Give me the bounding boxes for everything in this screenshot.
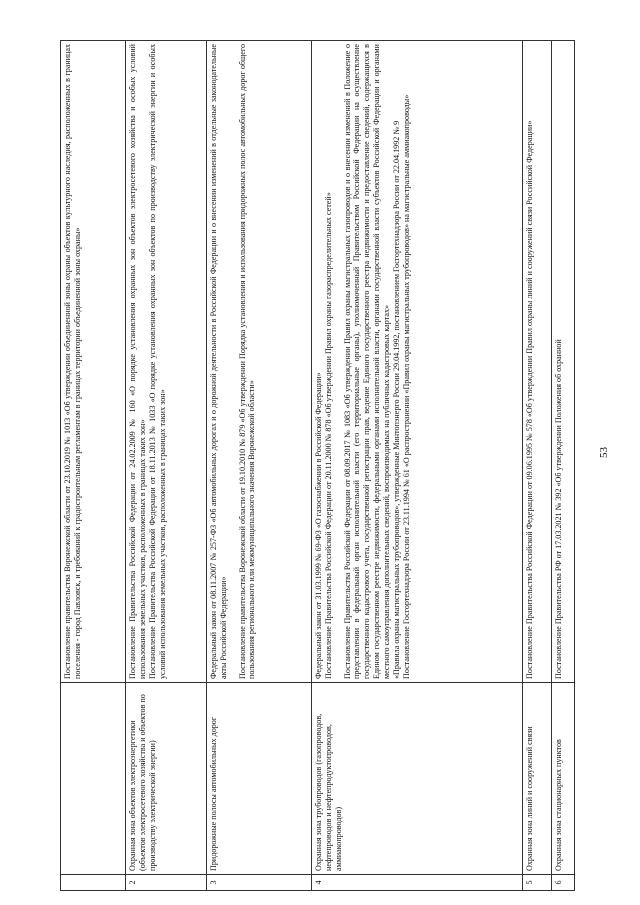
zone-name: Охранная зона линий и сооружений связи (523, 683, 551, 875)
table-row (61, 41, 126, 891)
row-number: 3 (206, 875, 311, 891)
legal-documents (61, 41, 126, 683)
table-row (126, 41, 206, 891)
legal-document: Постановление Госгортехнадзора России от 23.11.1994 № 61 «О распространении «Правил охраны магистральных трубопроводов» на магистральные аммиакопроводы» (401, 94, 411, 679)
zone-name: Охранная зона стационарных пунктов (551, 683, 575, 875)
zone-name: Придорожные полосы автомобильных дорог (206, 683, 311, 875)
legal-document: Постановление Правительства Российской Федерации от 20.11.2000 № 878 «Об утверждении Правил охраны газораспределительных сетей» (323, 192, 333, 679)
table-row (206, 41, 311, 891)
zones-regulation-table (60, 40, 575, 891)
legal-documents (206, 41, 311, 683)
legal-documents (523, 41, 551, 683)
legal-document: Постановление Правительства Российской Федерации от 18.11.2013 № 1033 «О порядке установления охранных зон объектов по производству электрической энергии и особых условий использования земельных участков, расположенных в границах таких зон» (148, 44, 168, 679)
row-number (61, 875, 126, 891)
legal-documents (311, 41, 522, 683)
zone-name: Охранная зона объектов электроэнергетики (объектов электросетевого хозяйства и объектов по производству электрической энергии) (126, 683, 206, 875)
legal-document: Постановление Правительства Российской Федерации от 24.02.2009 № 160 «О порядке установления охранных зон объектов электросетевого хозяйства и особых условий использования земельных участков, расположенных в границах таких зон» (128, 44, 148, 679)
legal-document: Федеральный закон от 31.03.1999 № 69-ФЗ «О газоснабжении в Российской Федерации» (313, 372, 323, 679)
legal-document: Постановление Правительства Российской Федерации от 08.09.2017 № 1083 «Об утверждении Правил охраны магистральных газопроводов и о внесении изменений в Положение о представлении в федеральный орган исполнительной власти (его территориальные органы), уполномоченный Правительством Российской Федерации на осуществление государственного кадастрового учета, государственной регистрации прав, ведение Единого государственного реестра недвижимости и предоставление сведений, содержащихся в Едином государственном реестре недвижимости, федеральными органами исполнительной власти, органами государственной власти субъектов Российской Федерации и органами местного самоуправления дополнительных сведений, воспроизводимых на публичных кадастровых картах» (342, 44, 391, 679)
legal-document: Постановление правительства Воронежской области от 19.10.2010 № 879 «Об утверждении Порядка установления и использования придорожных полос автомобильных дорог общего пользования регионального или межмуниципального значения Воронежской области» (237, 44, 257, 679)
legal-document: «Правила охраны магистральных трубопроводов», утвержденные Минтопэнерго России 29.04.1992, постановлением Госгортехнадзора России от 22.04.1992 № 9 (391, 120, 401, 679)
row-number: 4 (311, 875, 522, 891)
legal-document: Постановление правительства Воронежской области от 23.10.2019 № 1013 «Об утверждении объединенной зоны охраны объектов культурного наследия, расположенных в границах поселения - город Павловск, и требований к градостроительным регламентам в границах территории объединенной зоны охраны» (63, 44, 82, 679)
table-row (523, 41, 551, 891)
table-row (311, 41, 522, 891)
zone-name: Охранная зона трубопроводов (газопроводов, нефтепроводов и нефтепродуктопроводов, аммиакопроводов) (311, 683, 522, 875)
row-number: 5 (523, 875, 551, 891)
page-number: 53 (598, 447, 610, 458)
legal-document: Постановление Правительства РФ от 17.03.2021 № 392 «Об утверждении Положения об охранной (553, 339, 563, 679)
legal-documents (551, 41, 575, 683)
legal-document: Федеральный закон от 08.11.2007 № 257-ФЗ «Об автомобильных дорогах и о дорожной деятельности в Российской Федерации и о внесении изменений в отдельные законодательные акты Российской Федерации» (208, 44, 228, 679)
legal-document: Постановление Правительства Российской Федерации от 09.06.1995 № 578 «Об утверждении Правил охраны линий и сооружений связи Российской Федерации» (525, 120, 535, 679)
zone-name (61, 683, 126, 875)
table-row (551, 41, 575, 891)
row-number: 6 (551, 875, 575, 891)
row-number: 2 (126, 875, 206, 891)
legal-documents (126, 41, 206, 683)
